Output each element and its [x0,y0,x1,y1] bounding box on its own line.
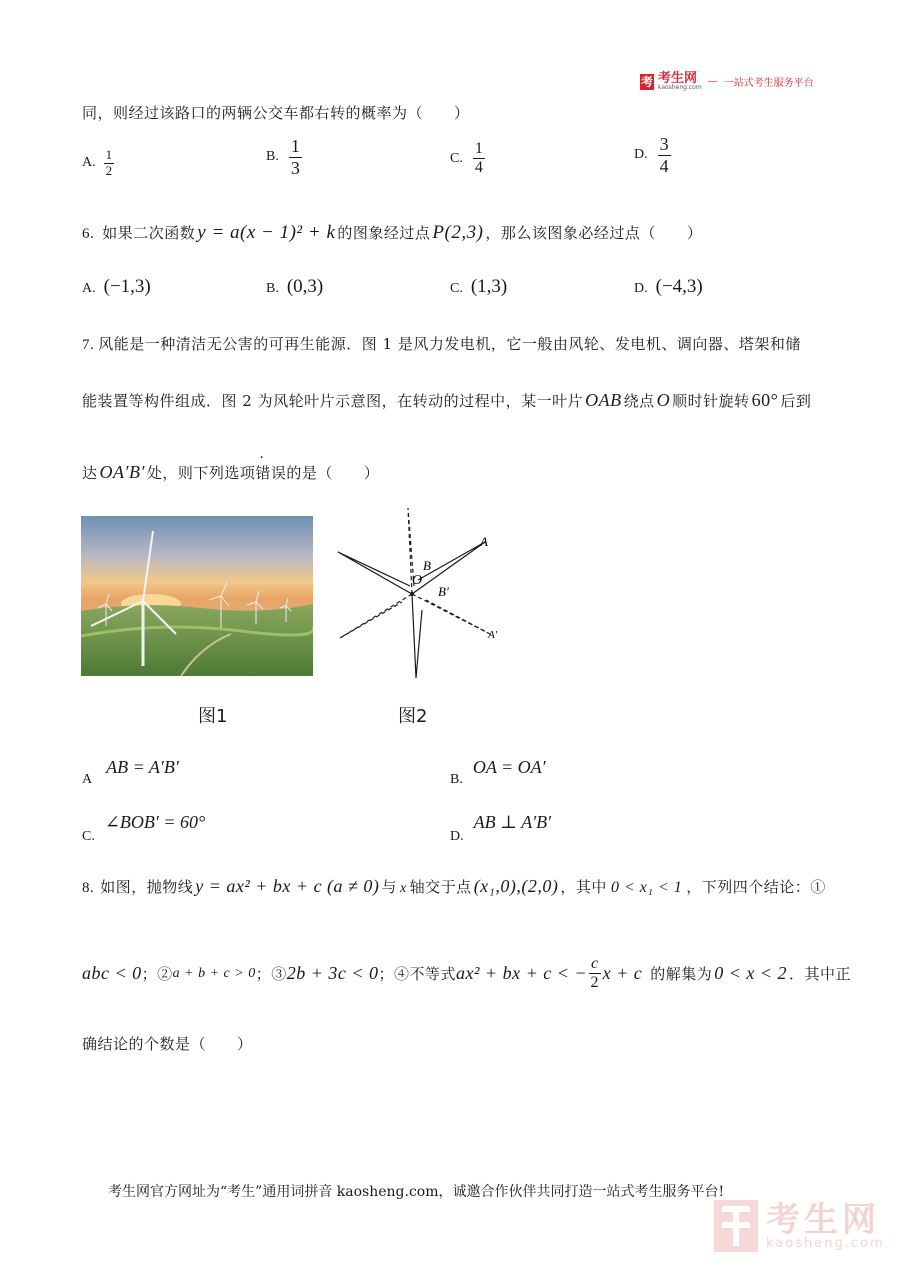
q7-line1: 7. 风能是一种清洁无公害的可再生能源．图 1 是风力发电机，它一般由风轮、发电机、调向器、塔架和储 [82,335,801,353]
watermark-brand: 考生网 [766,1199,880,1240]
q6-option-c: C. (1,3) [450,276,508,297]
q6-stem: 6. 如果二次函数 y = a(x − 1)² + k 的图象经过点 P(2,3) ，那么该图象必经过点（ ） [82,222,703,243]
q8-line3: 确结论的个数是（ ） [82,1035,253,1053]
logo-icon: 考 [640,74,653,89]
figure-2-blade-diagram [330,500,520,686]
q6-option-a: A. (−1,3) [82,276,151,297]
figure-1-caption: 图1 [198,706,228,727]
q5-stem: 同，则经过该路口的两辆公交车都右转的概率为（ ） [82,104,470,122]
logo-text: 考生网 [658,71,698,86]
q7-option-a: A AB = A′B′ [82,757,179,787]
q5-option-a: A. $\frac{1}{2}$ [82,147,113,178]
q7-option-d: D. AB ⊥ A′B′ [450,812,552,844]
footer-text: 考生网官方网址为“考生”通用词拼音 kaosheng.com，诚邀合作伙伴共同打造一站式考生服务平台! [108,1184,725,1200]
label-b-prime: B′ [438,584,449,599]
blade-oa-b-prime [412,594,492,635]
q5-option-d: D. $\frac{3}{4}$ [634,134,669,176]
label-a-prime: A′ [488,629,498,641]
header-slogan: 一站式考生服务平台 [723,78,814,89]
q7-option-b: B. OA = OA′ [450,757,546,787]
logo-sub: kaosheng.com [658,84,702,91]
emphasis-text: · 错误 [255,462,286,483]
q6-point: P(2,3) [432,222,484,243]
q6-option-d: D. (−4,3) [634,276,703,297]
q5-option-c: C. $\frac{1}{4}$ [450,140,483,177]
figure-1-wind-turbine-photo [81,516,313,676]
watermark [714,1200,885,1252]
q6-formula: y = a(x − 1)² + k [197,222,336,243]
q7-option-c: C. ∠BOB′ = 60° [82,812,206,844]
watermark-logo-icon [714,1200,758,1252]
q7-line2: 能装置等构件组成．图 2 为风轮叶片示意图，在转动的过程中，某一叶片 OAB 绕点 O 顺时针旋转 60° 后到 [82,390,812,410]
q8-line2: abc < 0 ；② a + b + c > 0 ；③ 2b + 3c < 0 ；④不等式 ax² + bx + c < − $\frac{c}{2}$ x + c 的解集为 0 < x < 2 ．其中正 [82,955,852,992]
q8-line1: 8. 如图，抛物线 y = ax² + bx + c (a ≠ 0) 与 x 轴交于点 (x₁,0),(2,0) ，其中 0 < x₁ < 1 ，下列四个结论：① [82,876,826,896]
label-o: O [412,573,423,588]
q6-option-b: B. (0,3) [266,276,324,297]
figure-2-caption: 图2 [398,706,428,727]
q5-option-b: B. $\frac{1}{3}$ [266,136,300,178]
q7-line3: 达 OA′B′ 处，则下列选项 · 错误 的是（ ） [82,462,379,483]
label-b: B [423,558,431,573]
label-a: A [480,534,488,549]
watermark-url: kaosheng.com [766,1235,885,1251]
header-logo: 考 考生网 kaosheng.com — 一站式考生服务平台 [640,71,814,91]
